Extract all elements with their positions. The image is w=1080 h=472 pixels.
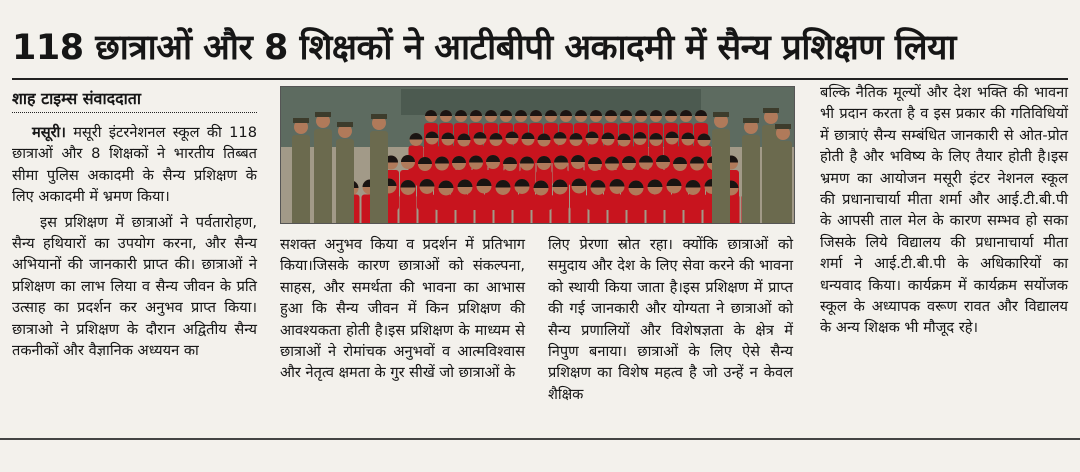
column-4 — [820, 82, 1068, 339]
clipped-previous-text — [0, 0, 1080, 4]
person-body — [438, 195, 455, 224]
officer-cap — [337, 122, 353, 127]
officer-cap — [775, 124, 791, 129]
officer-cap — [713, 112, 729, 117]
person-body — [609, 195, 626, 224]
person-body — [476, 195, 493, 224]
officer-cap — [315, 112, 331, 117]
officer-body — [314, 129, 332, 223]
column-3 — [548, 234, 793, 405]
person-body — [457, 195, 474, 224]
person-body — [400, 195, 417, 224]
headline-rule — [12, 78, 1068, 80]
group-photo — [280, 86, 795, 224]
officer-body — [336, 139, 354, 223]
bottom-rule — [0, 438, 1080, 440]
column-1 — [12, 122, 257, 361]
person-body — [628, 195, 645, 224]
lead-text: मसूरी इंटरनेशनल स्कूल की 118 छात्राओं और 8 शिक्षकों ने भारतीय तिब्बत सीमा पुलिस अकादमी के सैन्य प्रशिक्षण के लिए अकादमी में भ्रमण किया। — [12, 124, 257, 206]
officer-cap — [743, 118, 759, 123]
person-body — [514, 195, 531, 224]
person-body — [533, 195, 550, 224]
person-body — [495, 195, 512, 224]
person-body — [647, 195, 664, 224]
column-3-text: लिए प्रेरणा स्रोत रहा। क्योंकि छात्राओं को समुदाय और देश के लिए सेवा करने की भावना को स्थायी किया जाता है।इस प्रशिक्षण में प्राप्त की गई जानकारी और योग्यता ने छात्राओं को सैन्य प्रणालियों और विशेषज्ञता के क्षेत्र में निपुण बनाया। छात्राओं के लिए ऐसे सैन्य प्रशिक्षण का विशेष महत्व है जो उन्हें न केवल शैक्षिक — [548, 236, 793, 403]
column-2-text: सशक्त अनुभव किया व प्रदर्शन में प्रतिभाग किया।जिसके कारण छात्राओं को संकल्पना, साहस, और समर्थता की भावना का आभास हुआ कि सैन्य जीवन में किन प्रशिक्षण की आवश्यकता होती है।इस प्रशिक्षण के माध्यम से छात्राओं ने रोमांचक अनुभवों व आत्मविश्वास और नेतृत्व क्षमता के गुर सीखें जो छात्राओं के — [280, 236, 525, 382]
officer-cap — [371, 114, 387, 119]
dateline: मसूरी। — [32, 124, 66, 141]
paragraph-2: इस प्रशिक्षण में छात्राओं ने पर्वतारोहण, सैन्य हथियारों का उपयोग करना, और सैन्य अभियानों की जानकारी प्राप्त की। छात्राओं ने प्रशिक्षण का लाभ लिया व सैन्य जीवन के प्रति उत्साह का प्रदर्शन कर अनुभव प्राप्त किया। छात्राओ ने प्रशिक्षण के दौरान अद्वितीय सैन्य तकनीकों और वैज्ञानिक अध्ययन का — [12, 213, 257, 360]
person-body — [419, 195, 436, 224]
group-photo-illustration — [281, 87, 794, 223]
officer-body — [712, 129, 730, 223]
officer-cap — [293, 118, 309, 123]
officer-cap — [763, 108, 779, 113]
officer-body — [292, 135, 310, 223]
byline-rule — [12, 112, 257, 113]
person-body — [666, 195, 683, 224]
officer-body — [370, 131, 388, 223]
person-body — [685, 195, 702, 224]
officer-body — [774, 141, 792, 223]
column-4-text: बल्कि नैतिक मूल्यों और देश भक्ति की भावना भी प्रदान करता है व इस प्रकार की गतिविधियों में छात्राएं सैन्य सम्बंधित जानकारी से ओत-प्रोत होती है और भविष्य के लिए तैयार होती है।इस भ्रमण का आयोजन मसूरी इंटर नेशनल स्कूल की प्रधानाचार्या मीता शर्मा और आई.टी.बी.पी के आपसी ताल मेल के कारण सम्भव हो सका जिसके लिये विद्यालय की प्रधानाचार्या मीता शर्मा ने आई.टी.बी.पी के अधिकारियों का धन्यवाद किया। कार्यक्रम में कार्यक्रम सयोंजक स्कूल के अध्यापक वरूण रावत और विद्यालय के अन्य शिक्षक भी मौजूद रहे। — [820, 84, 1068, 337]
column-2 — [280, 234, 525, 384]
person-body — [571, 195, 588, 224]
headline: 118 छात्राओं और 8 शिक्षकों ने आटीबीपी अकादमी में सैन्य प्रशिक्षण लिया — [12, 28, 956, 68]
officer-body — [742, 135, 760, 223]
person-body — [552, 195, 569, 224]
lead-paragraph — [12, 122, 257, 208]
byline: शाह टाइम्स संवाददाता — [12, 89, 141, 108]
person-body — [590, 195, 607, 224]
